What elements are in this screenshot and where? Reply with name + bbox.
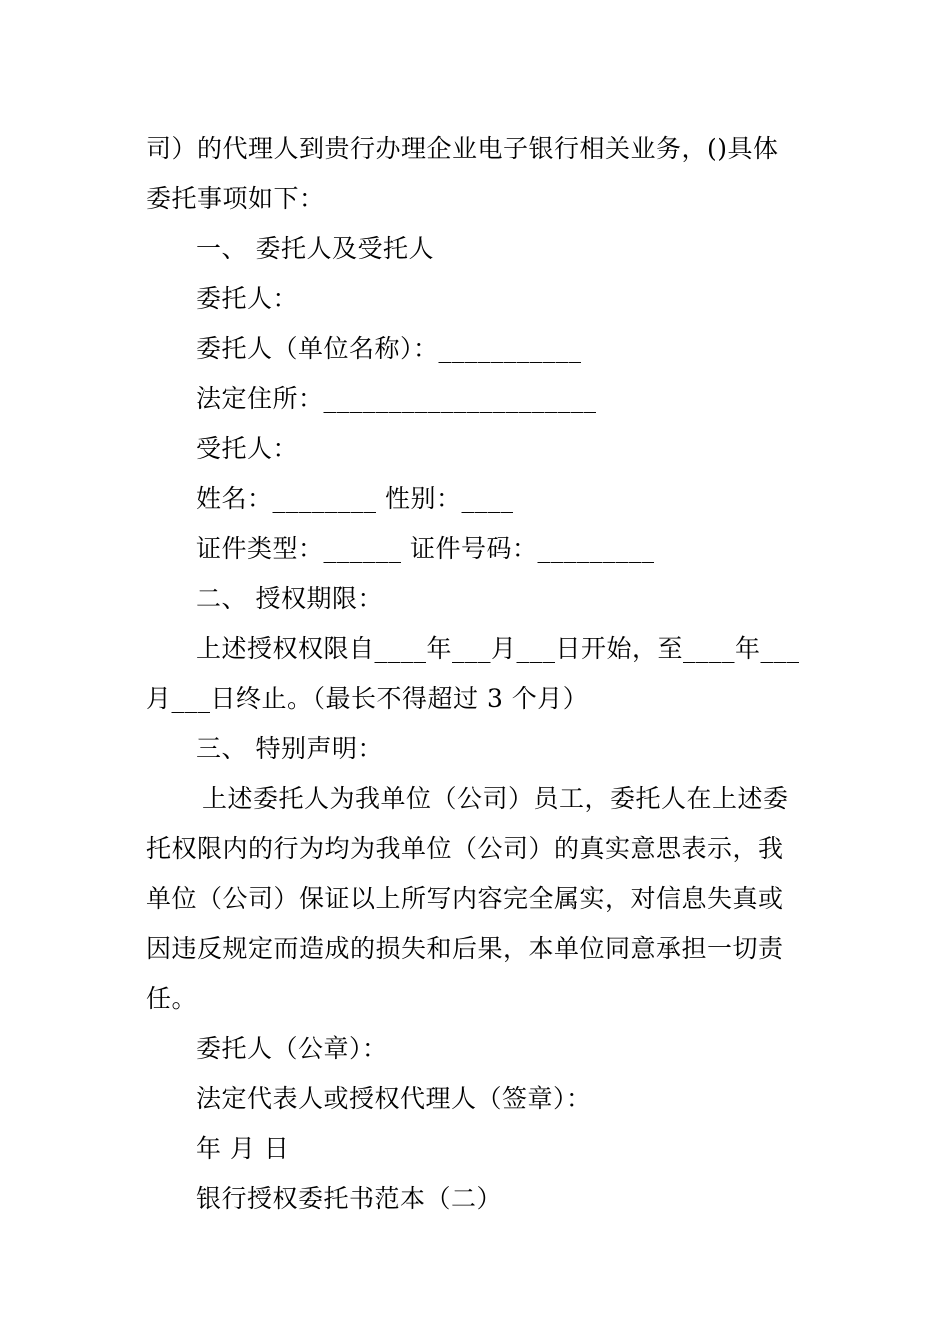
- paragraph-line: 单位（公司）保证以上所写内容完全属实，对信息失真或: [146, 884, 784, 913]
- paragraph-line: 上述委托人为我单位（公司）员工，委托人在上述委: [202, 784, 789, 813]
- paragraph-line: 上述授权权限自____年___月___日开始，至____年___: [196, 634, 800, 663]
- field-line: 姓名：________ 性别：____: [196, 484, 514, 513]
- paragraph-line: 司）的代理人到贵行办理企业电子银行相关业务，()具体: [146, 134, 779, 163]
- field-line: 委托人（单位名称）：___________: [196, 334, 582, 363]
- section-heading: 二、 授权期限：: [196, 584, 383, 613]
- signature-line: 委托人（公章）：: [196, 1034, 388, 1063]
- date-line: 年 月 日: [196, 1134, 290, 1163]
- document-title-next: 银行授权委托书范本（二）: [196, 1184, 503, 1213]
- field-line: 证件类型：______ 证件号码：_________: [196, 534, 655, 563]
- paragraph-line: 委托事项如下：: [146, 184, 325, 213]
- paragraph-line: 任。: [146, 984, 198, 1013]
- signature-line: 法定代表人或授权代理人（签章）：: [196, 1084, 592, 1113]
- field-label: 委托人：: [196, 284, 299, 313]
- section-heading: 一、 委托人及受托人: [196, 234, 434, 263]
- section-heading: 三、 特别声明：: [196, 734, 383, 763]
- field-label: 受托人：: [196, 434, 299, 463]
- paragraph-line: 月___日终止。（最长不得超过 3 个月）: [146, 684, 589, 713]
- paragraph-line: 因违反规定而造成的损失和后果，本单位同意承担一切责: [146, 934, 784, 963]
- paragraph-line: 托权限内的行为均为我单位（公司）的真实意思表示，我: [146, 834, 784, 863]
- field-line: 法定住所：_____________________: [196, 384, 597, 413]
